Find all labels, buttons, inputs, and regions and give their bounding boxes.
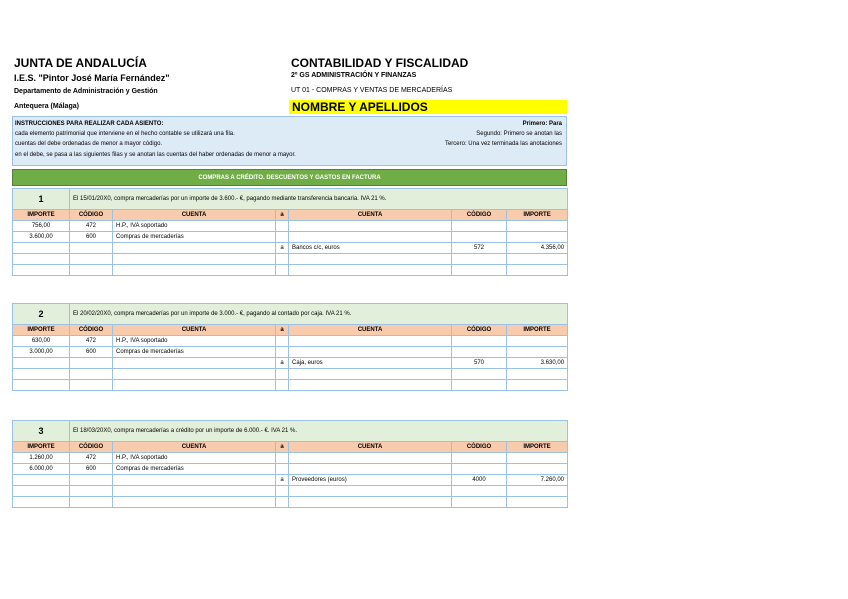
instructions-line-1: cada elemento patrimonial que interviene en el hecho contable se utilizará una fila. (15, 131, 235, 137)
credit-code[interactable] (452, 453, 507, 464)
credit-amount[interactable] (507, 380, 568, 391)
entry-description: El 18/03/20X0, compra mercaderías a crédito por un importe de 6.000.- €. IVA 21 %. (70, 421, 568, 442)
debit-code[interactable] (70, 369, 113, 380)
debit-account[interactable]: H.P., IVA soportado (113, 221, 276, 232)
credit-account[interactable] (289, 232, 452, 243)
entry-number: 2 (13, 304, 70, 325)
debit-code[interactable] (70, 380, 113, 391)
debit-account[interactable]: H.P., IVA soportado (113, 336, 276, 347)
credit-amount[interactable] (507, 347, 568, 358)
city-name: Antequera (Málaga) (14, 103, 79, 110)
header-credit-code: CÓDIGO (452, 210, 507, 221)
entry-number: 3 (13, 421, 70, 442)
a-cell[interactable] (276, 464, 289, 475)
header-debit-amount: IMPORTE (13, 325, 70, 336)
debit-account[interactable] (113, 369, 276, 380)
credit-account[interactable] (289, 497, 452, 508)
a-cell[interactable] (276, 336, 289, 347)
a-cell[interactable] (276, 254, 289, 265)
credit-row (13, 475, 568, 486)
entry-header-row (13, 210, 568, 221)
credit-amount[interactable] (507, 336, 568, 347)
header-credit-amount: IMPORTE (507, 210, 568, 221)
debit-amount[interactable] (13, 475, 70, 486)
a-cell[interactable] (276, 221, 289, 232)
credit-code[interactable] (452, 380, 507, 391)
credit-account[interactable] (289, 347, 452, 358)
instructions-step-3: Tercero: Una vez terminada las anotaciones (444, 141, 562, 147)
credit-amount[interactable] (507, 221, 568, 232)
debit-account[interactable] (113, 254, 276, 265)
debit-code[interactable]: 600 (70, 347, 113, 358)
instructions-line-2: cuentas del debe ordenadas de menor a mayor código. (15, 141, 163, 147)
credit-account[interactable] (289, 380, 452, 391)
debit-account[interactable] (113, 243, 276, 254)
blank-row (13, 254, 568, 265)
a-cell[interactable] (276, 369, 289, 380)
blank-row (13, 486, 568, 497)
credit-amount[interactable] (507, 232, 568, 243)
entry-header-row (13, 442, 568, 453)
debit-row (13, 453, 568, 464)
credit-amount[interactable] (507, 265, 568, 276)
debit-amount[interactable] (13, 265, 70, 276)
header-a: a (276, 325, 289, 336)
credit-account[interactable] (289, 464, 452, 475)
debit-code[interactable]: 472 (70, 453, 113, 464)
debit-code[interactable] (70, 265, 113, 276)
credit-account[interactable]: Caja, euros (289, 358, 452, 369)
debit-code[interactable] (70, 486, 113, 497)
debit-amount[interactable] (13, 254, 70, 265)
header-credit-code: CÓDIGO (452, 442, 507, 453)
blank-row (13, 497, 568, 508)
instructions-step-1: Primero: Para (522, 121, 562, 127)
header-debit-amount: IMPORTE (13, 210, 70, 221)
debit-account[interactable] (113, 265, 276, 276)
journal-entry-3 (12, 420, 568, 508)
credit-amount[interactable]: 7.260,00 (507, 475, 568, 486)
credit-account[interactable] (289, 221, 452, 232)
debit-code[interactable] (70, 358, 113, 369)
a-cell[interactable] (276, 347, 289, 358)
debit-amount[interactable]: 756,00 (13, 221, 70, 232)
debit-amount[interactable] (13, 243, 70, 254)
header-credit-code: CÓDIGO (452, 325, 507, 336)
credit-account[interactable]: Proveedores (euros) (289, 475, 452, 486)
a-cell[interactable] (276, 232, 289, 243)
org-title: JUNTA DE ANDALUCÍA (14, 56, 147, 70)
debit-account[interactable]: H.P., IVA soportado (113, 453, 276, 464)
credit-code[interactable] (452, 265, 507, 276)
credit-amount[interactable]: 3.630,00 (507, 358, 568, 369)
debit-account[interactable]: Compras de mercaderías (113, 347, 276, 358)
a-cell[interactable] (276, 486, 289, 497)
a-cell[interactable] (276, 265, 289, 276)
course-name: 2º GS ADMINISTRACIÓN Y FINANZAS (291, 72, 417, 79)
entry-description: El 20/02/20X0, compra mercaderías por un importe de 3.000.- €, pagando al contado por caja. IVA 21 %. (70, 304, 568, 325)
debit-code[interactable]: 472 (70, 221, 113, 232)
credit-code[interactable] (452, 464, 507, 475)
blank-row (13, 380, 568, 391)
debit-row (13, 336, 568, 347)
debit-row (13, 232, 568, 243)
debit-code[interactable]: 600 (70, 464, 113, 475)
entry-title-row (13, 189, 568, 210)
credit-code[interactable]: 4000 (452, 475, 507, 486)
debit-account[interactable] (113, 486, 276, 497)
credit-code[interactable] (452, 369, 507, 380)
a-cell[interactable]: a (276, 243, 289, 254)
entry-header-row (13, 325, 568, 336)
credit-amount[interactable]: 4.356,00 (507, 243, 568, 254)
credit-code[interactable] (452, 254, 507, 265)
journal-entry-2 (12, 303, 568, 391)
credit-code[interactable] (452, 497, 507, 508)
blank-row (13, 265, 568, 276)
credit-amount[interactable] (507, 486, 568, 497)
credit-amount[interactable] (507, 453, 568, 464)
header-a: a (276, 442, 289, 453)
debit-code[interactable] (70, 254, 113, 265)
debit-amount[interactable]: 6.000,00 (13, 464, 70, 475)
credit-code[interactable] (452, 486, 507, 497)
credit-account[interactable] (289, 486, 452, 497)
credit-code[interactable] (452, 221, 507, 232)
header-debit-account: CUENTA (113, 210, 276, 221)
instructions-box (12, 116, 567, 166)
debit-account[interactable] (113, 475, 276, 486)
debit-code[interactable] (70, 497, 113, 508)
debit-row (13, 347, 568, 358)
debit-account[interactable]: Compras de mercaderías (113, 232, 276, 243)
debit-amount[interactable] (13, 380, 70, 391)
debit-account[interactable] (113, 497, 276, 508)
header-debit-account: CUENTA (113, 325, 276, 336)
credit-account[interactable] (289, 254, 452, 265)
debit-row (13, 464, 568, 475)
entry-title-row (13, 421, 568, 442)
a-cell[interactable] (276, 380, 289, 391)
header-debit-account: CUENTA (113, 442, 276, 453)
entry-description: El 15/01/20X0, compra mercaderías por un importe de 3.600.- €, pagando mediante transferencia bancaria. IVA 21 %. (70, 189, 568, 210)
header-credit-amount: IMPORTE (507, 442, 568, 453)
credit-amount[interactable] (507, 254, 568, 265)
blank-row (13, 369, 568, 380)
debit-code[interactable]: 472 (70, 336, 113, 347)
journal-entry-1 (12, 188, 568, 276)
a-cell[interactable]: a (276, 475, 289, 486)
credit-code[interactable] (452, 336, 507, 347)
a-cell[interactable] (276, 497, 289, 508)
header-debit-code: CÓDIGO (70, 210, 113, 221)
debit-code[interactable] (70, 475, 113, 486)
debit-amount[interactable]: 630,00 (13, 336, 70, 347)
credit-code[interactable]: 570 (452, 358, 507, 369)
debit-amount[interactable] (13, 358, 70, 369)
debit-row (13, 221, 568, 232)
header-debit-amount: IMPORTE (13, 442, 70, 453)
header-credit-account: CUENTA (289, 210, 452, 221)
credit-account[interactable] (289, 369, 452, 380)
credit-code[interactable] (452, 347, 507, 358)
credit-amount[interactable] (507, 497, 568, 508)
school-name: I.E.S. "Pintor José María Fernández" (14, 73, 170, 83)
student-name-field[interactable]: NOMBRE Y APELLIDOS (289, 100, 567, 114)
debit-code[interactable] (70, 243, 113, 254)
unit-name: UT 01 - COMPRAS Y VENTAS DE MERCADERÍAS (291, 87, 453, 94)
debit-amount[interactable]: 3.000,00 (13, 347, 70, 358)
debit-amount[interactable] (13, 369, 70, 380)
debit-account[interactable] (113, 380, 276, 391)
credit-row (13, 243, 568, 254)
header-credit-account: CUENTA (289, 325, 452, 336)
header-credit-amount: IMPORTE (507, 325, 568, 336)
debit-account[interactable] (113, 358, 276, 369)
debit-amount[interactable] (13, 486, 70, 497)
debit-account[interactable]: Compras de mercaderías (113, 464, 276, 475)
a-cell[interactable] (276, 453, 289, 464)
credit-row (13, 358, 568, 369)
department-name: Departamento de Administración y Gestión (14, 88, 158, 95)
credit-account[interactable] (289, 336, 452, 347)
credit-amount[interactable] (507, 464, 568, 475)
instructions-title: INSTRUCCIONES PARA REALIZAR CADA ASIENTO: (15, 121, 164, 127)
section-title: COMPRAS A CRÉDITO. DESCUENTOS Y GASTOS EN FACTURA (12, 169, 567, 186)
header-debit-code: CÓDIGO (70, 442, 113, 453)
subject-title: CONTABILIDAD Y FISCALIDAD (291, 56, 469, 70)
credit-account[interactable]: Bancos c/c, euros (289, 243, 452, 254)
entry-number: 1 (13, 189, 70, 210)
entry-title-row (13, 304, 568, 325)
credit-amount[interactable] (507, 369, 568, 380)
debit-code[interactable]: 600 (70, 232, 113, 243)
debit-amount[interactable]: 3.600,00 (13, 232, 70, 243)
credit-code[interactable]: 572 (452, 243, 507, 254)
credit-account[interactable] (289, 453, 452, 464)
a-cell[interactable]: a (276, 358, 289, 369)
header-a: a (276, 210, 289, 221)
debit-amount[interactable]: 1.260,00 (13, 453, 70, 464)
credit-code[interactable] (452, 232, 507, 243)
instructions-step-2: Segundo: Primero se anotan las (476, 131, 562, 137)
instructions-line-3: en el debe, se pasa a las siguientes filas y se anotan las cuentas del haber ordenadas de menor a mayor. (15, 152, 296, 158)
header-debit-code: CÓDIGO (70, 325, 113, 336)
header-credit-account: CUENTA (289, 442, 452, 453)
debit-amount[interactable] (13, 497, 70, 508)
credit-account[interactable] (289, 265, 452, 276)
